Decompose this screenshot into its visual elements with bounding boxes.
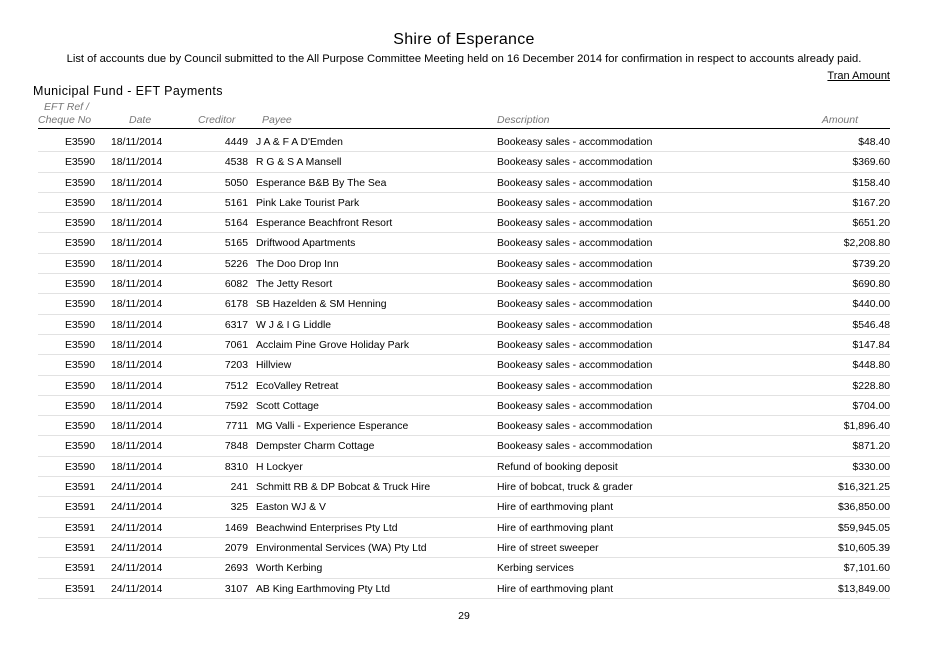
table-row <box>0 152 928 172</box>
cheque-no-cell: E3590 <box>64 360 95 372</box>
date-cell: 18/11/2014 <box>111 441 163 453</box>
amount-cell: $369.60 <box>852 157 890 169</box>
cheque-no-cell: E3590 <box>64 197 95 209</box>
cheque-no-cell: E3590 <box>64 299 95 311</box>
column-header-ref-line1: EFT Ref / <box>44 101 89 113</box>
table-row <box>0 497 928 517</box>
table-row <box>0 558 928 578</box>
cheque-no-cell: E3590 <box>64 279 95 291</box>
payee-cell: Worth Kerbing <box>256 563 323 575</box>
date-cell: 18/11/2014 <box>111 197 163 209</box>
amount-cell: $546.48 <box>852 319 890 331</box>
table-row <box>0 132 928 152</box>
cheque-no-cell: E3590 <box>64 238 95 250</box>
description-cell: Refund of booking deposit <box>497 461 618 473</box>
table-row <box>0 376 928 396</box>
creditor-cell: 7592 <box>224 400 248 412</box>
description-cell: Bookeasy sales - accommodation <box>497 258 653 270</box>
creditor-cell: 5050 <box>224 177 248 189</box>
date-cell: 18/11/2014 <box>111 279 163 291</box>
header-divider <box>38 128 890 129</box>
creditor-cell: 8310 <box>224 461 248 473</box>
description-cell: Bookeasy sales - accommodation <box>497 238 653 250</box>
cheque-no-cell: E3590 <box>64 177 95 189</box>
payee-cell: Acclaim Pine Grove Holiday Park <box>256 339 410 351</box>
payee-cell: MG Valli - Experience Esperance <box>256 421 409 433</box>
cheque-no-cell: E3590 <box>64 137 95 148</box>
description-cell: Bookeasy sales - accommodation <box>497 441 653 453</box>
creditor-cell: 6082 <box>224 279 248 291</box>
date-cell: 24/11/2014 <box>111 502 163 514</box>
cheque-no-cell: E3591 <box>64 522 95 534</box>
payee-cell: J A & F A D'Emden <box>256 137 343 148</box>
description-cell: Hire of street sweeper <box>497 542 599 554</box>
creditor-cell: 7061 <box>224 339 248 351</box>
table-row <box>0 335 928 355</box>
table-row <box>0 254 928 274</box>
amount-cell: $10,605.39 <box>837 542 890 554</box>
date-cell: 24/11/2014 <box>111 522 163 534</box>
payee-cell: Easton WJ & V <box>256 502 326 514</box>
cheque-no-cell: E3590 <box>64 421 95 433</box>
table-row <box>0 579 928 599</box>
cheque-no-cell: E3590 <box>64 218 95 230</box>
description-cell: Bookeasy sales - accommodation <box>497 177 653 189</box>
date-cell: 18/11/2014 <box>111 258 163 270</box>
date-cell: 18/11/2014 <box>111 238 163 250</box>
description-cell: Bookeasy sales - accommodation <box>497 197 653 209</box>
payee-cell: R G & S A Mansell <box>256 157 342 169</box>
payee-cell: H Lockyer <box>256 461 303 473</box>
date-cell: 18/11/2014 <box>111 380 163 392</box>
description-cell: Bookeasy sales - accommodation <box>497 299 653 311</box>
payee-cell: Pink Lake Tourist Park <box>256 197 360 209</box>
table-row <box>0 274 928 294</box>
cheque-no-cell: E3590 <box>64 339 95 351</box>
column-header-payee: Payee <box>262 114 292 126</box>
creditor-cell: 6178 <box>224 299 248 311</box>
cheque-no-cell: E3590 <box>64 319 95 331</box>
cheque-no-cell: E3591 <box>64 583 95 595</box>
creditor-cell: 6317 <box>224 319 248 331</box>
payee-cell: Hillview <box>256 360 292 372</box>
table-row <box>0 213 928 233</box>
payee-cell: The Doo Drop Inn <box>256 258 339 270</box>
description-cell: Bookeasy sales - accommodation <box>497 339 653 351</box>
description-cell: Hire of earthmoving plant <box>497 522 614 534</box>
amount-cell: $158.40 <box>852 177 890 189</box>
amount-cell: $48.40 <box>858 137 890 148</box>
creditor-cell: 7512 <box>224 380 248 392</box>
creditor-cell: 5161 <box>224 197 248 209</box>
amount-cell: $228.80 <box>852 380 890 392</box>
column-header-amount: Amount <box>821 114 858 126</box>
date-cell: 24/11/2014 <box>111 563 163 575</box>
description-cell: Bookeasy sales - accommodation <box>497 137 653 148</box>
description-cell: Bookeasy sales - accommodation <box>497 400 653 412</box>
payee-cell: Driftwood Apartments <box>256 238 356 250</box>
creditor-cell: 3107 <box>224 583 248 595</box>
report-title: Shire of Esperance <box>393 31 535 48</box>
date-cell: 24/11/2014 <box>111 583 163 595</box>
date-cell: 18/11/2014 <box>111 137 163 148</box>
table-row <box>0 315 928 335</box>
amount-cell: $440.00 <box>852 299 890 311</box>
amount-cell: $167.20 <box>852 197 890 209</box>
date-cell: 24/11/2014 <box>111 542 163 554</box>
cheque-no-cell: E3590 <box>64 157 95 169</box>
cheque-no-cell: E3591 <box>64 502 95 514</box>
creditor-cell: 5165 <box>224 238 248 250</box>
description-cell: Hire of earthmoving plant <box>497 583 614 595</box>
cheque-no-cell: E3590 <box>64 461 95 473</box>
column-header-ref-line2: Cheque No <box>38 114 92 126</box>
creditor-cell: 5226 <box>224 258 248 270</box>
cheque-no-cell: E3591 <box>64 482 95 494</box>
date-cell: 18/11/2014 <box>111 319 163 331</box>
amount-cell: $36,850.00 <box>837 502 890 514</box>
amount-cell: $2,208.80 <box>843 238 890 250</box>
column-header-date: Date <box>129 114 152 126</box>
creditor-cell: 5164 <box>224 218 248 230</box>
amount-cell: $330.00 <box>852 461 890 473</box>
table-row <box>0 396 928 416</box>
amount-cell: $7,101.60 <box>843 563 890 575</box>
date-cell: 24/11/2014 <box>111 482 163 494</box>
amount-cell: $13,849.00 <box>837 583 890 595</box>
payee-cell: Esperance B&B By The Sea <box>256 177 387 189</box>
payee-cell: Scott Cottage <box>256 400 319 412</box>
payee-cell: SB Hazelden & SM Henning <box>256 299 387 311</box>
date-cell: 18/11/2014 <box>111 157 163 169</box>
payee-cell: EcoValley Retreat <box>256 380 339 392</box>
amount-cell: $59,945.05 <box>837 522 890 534</box>
creditor-cell: 241 <box>230 482 248 494</box>
date-cell: 18/11/2014 <box>111 299 163 311</box>
cheque-no-cell: E3590 <box>64 441 95 453</box>
amount-cell: $651.20 <box>852 218 890 230</box>
description-cell: Bookeasy sales - accommodation <box>497 218 653 230</box>
amount-cell: $1,896.40 <box>843 421 890 433</box>
amount-cell: $739.20 <box>852 258 890 270</box>
description-cell: Kerbing services <box>497 563 574 575</box>
description-cell: Hire of earthmoving plant <box>497 502 614 514</box>
description-cell: Bookeasy sales - accommodation <box>497 360 653 372</box>
description-cell: Bookeasy sales - accommodation <box>497 157 653 169</box>
date-cell: 18/11/2014 <box>111 360 163 372</box>
amount-cell: $147.84 <box>852 339 890 351</box>
cheque-no-cell: E3591 <box>64 542 95 554</box>
table-row <box>0 436 928 456</box>
creditor-cell: 2079 <box>224 542 248 554</box>
creditor-cell: 1469 <box>224 522 248 534</box>
amount-cell: $16,321.25 <box>837 482 890 494</box>
table-row <box>0 233 928 253</box>
payments-table-body <box>0 132 928 599</box>
creditor-cell: 2693 <box>224 563 248 575</box>
report-subtitle: List of accounts due by Council submitted to the All Purpose Committee Meeting held on 16 December 2014 for confirmation in respect to accounts already paid. <box>66 53 862 65</box>
description-cell: Bookeasy sales - accommodation <box>497 319 653 331</box>
tran-amount-label: Tran Amount <box>827 70 890 82</box>
table-row <box>0 518 928 538</box>
table-row <box>0 457 928 477</box>
column-header-creditor: Creditor <box>198 114 236 126</box>
table-row <box>0 416 928 436</box>
cheque-no-cell: E3591 <box>64 563 95 575</box>
payee-cell: Dempster Charm Cottage <box>256 441 375 453</box>
table-row <box>0 538 928 558</box>
description-cell: Bookeasy sales - accommodation <box>497 279 653 291</box>
table-row <box>0 173 928 193</box>
table-row <box>0 294 928 314</box>
table-row <box>0 355 928 375</box>
payee-cell: W J & I G Liddle <box>256 319 332 331</box>
creditor-cell: 325 <box>230 502 248 514</box>
payee-cell: Esperance Beachfront Resort <box>256 218 393 230</box>
cheque-no-cell: E3590 <box>64 380 95 392</box>
payee-cell: The Jetty Resort <box>256 279 333 291</box>
description-cell: Bookeasy sales - accommodation <box>497 421 653 433</box>
payee-cell: AB King Earthmoving Pty Ltd <box>256 583 390 595</box>
payee-cell: Schmitt RB & DP Bobcat & Truck Hire <box>256 482 431 494</box>
table-row <box>0 477 928 497</box>
table-row <box>0 193 928 213</box>
amount-cell: $704.00 <box>852 400 890 412</box>
date-cell: 18/11/2014 <box>111 400 163 412</box>
creditor-cell: 4538 <box>224 157 248 169</box>
creditor-cell: 7711 <box>225 421 248 433</box>
creditor-cell: 7848 <box>224 441 248 453</box>
amount-cell: $448.80 <box>852 360 890 372</box>
fund-title: Municipal Fund - EFT Payments <box>33 84 223 98</box>
amount-cell: $871.20 <box>852 441 890 453</box>
payee-cell: Environmental Services (WA) Pty Ltd <box>256 542 427 554</box>
date-cell: 18/11/2014 <box>111 218 163 230</box>
amount-cell: $690.80 <box>852 279 890 291</box>
cheque-no-cell: E3590 <box>64 400 95 412</box>
description-cell: Hire of bobcat, truck & grader <box>497 482 633 494</box>
description-cell: Bookeasy sales - accommodation <box>497 380 653 392</box>
creditor-cell: 4449 <box>224 137 248 148</box>
payee-cell: Beachwind Enterprises Pty Ltd <box>256 522 398 534</box>
column-header-description: Description <box>497 114 550 126</box>
page-number: 29 <box>458 610 470 622</box>
creditor-cell: 7203 <box>224 360 248 372</box>
date-cell: 18/11/2014 <box>111 177 163 189</box>
cheque-no-cell: E3590 <box>64 258 95 270</box>
date-cell: 18/11/2014 <box>111 421 163 433</box>
date-cell: 18/11/2014 <box>111 339 163 351</box>
date-cell: 18/11/2014 <box>111 461 163 473</box>
